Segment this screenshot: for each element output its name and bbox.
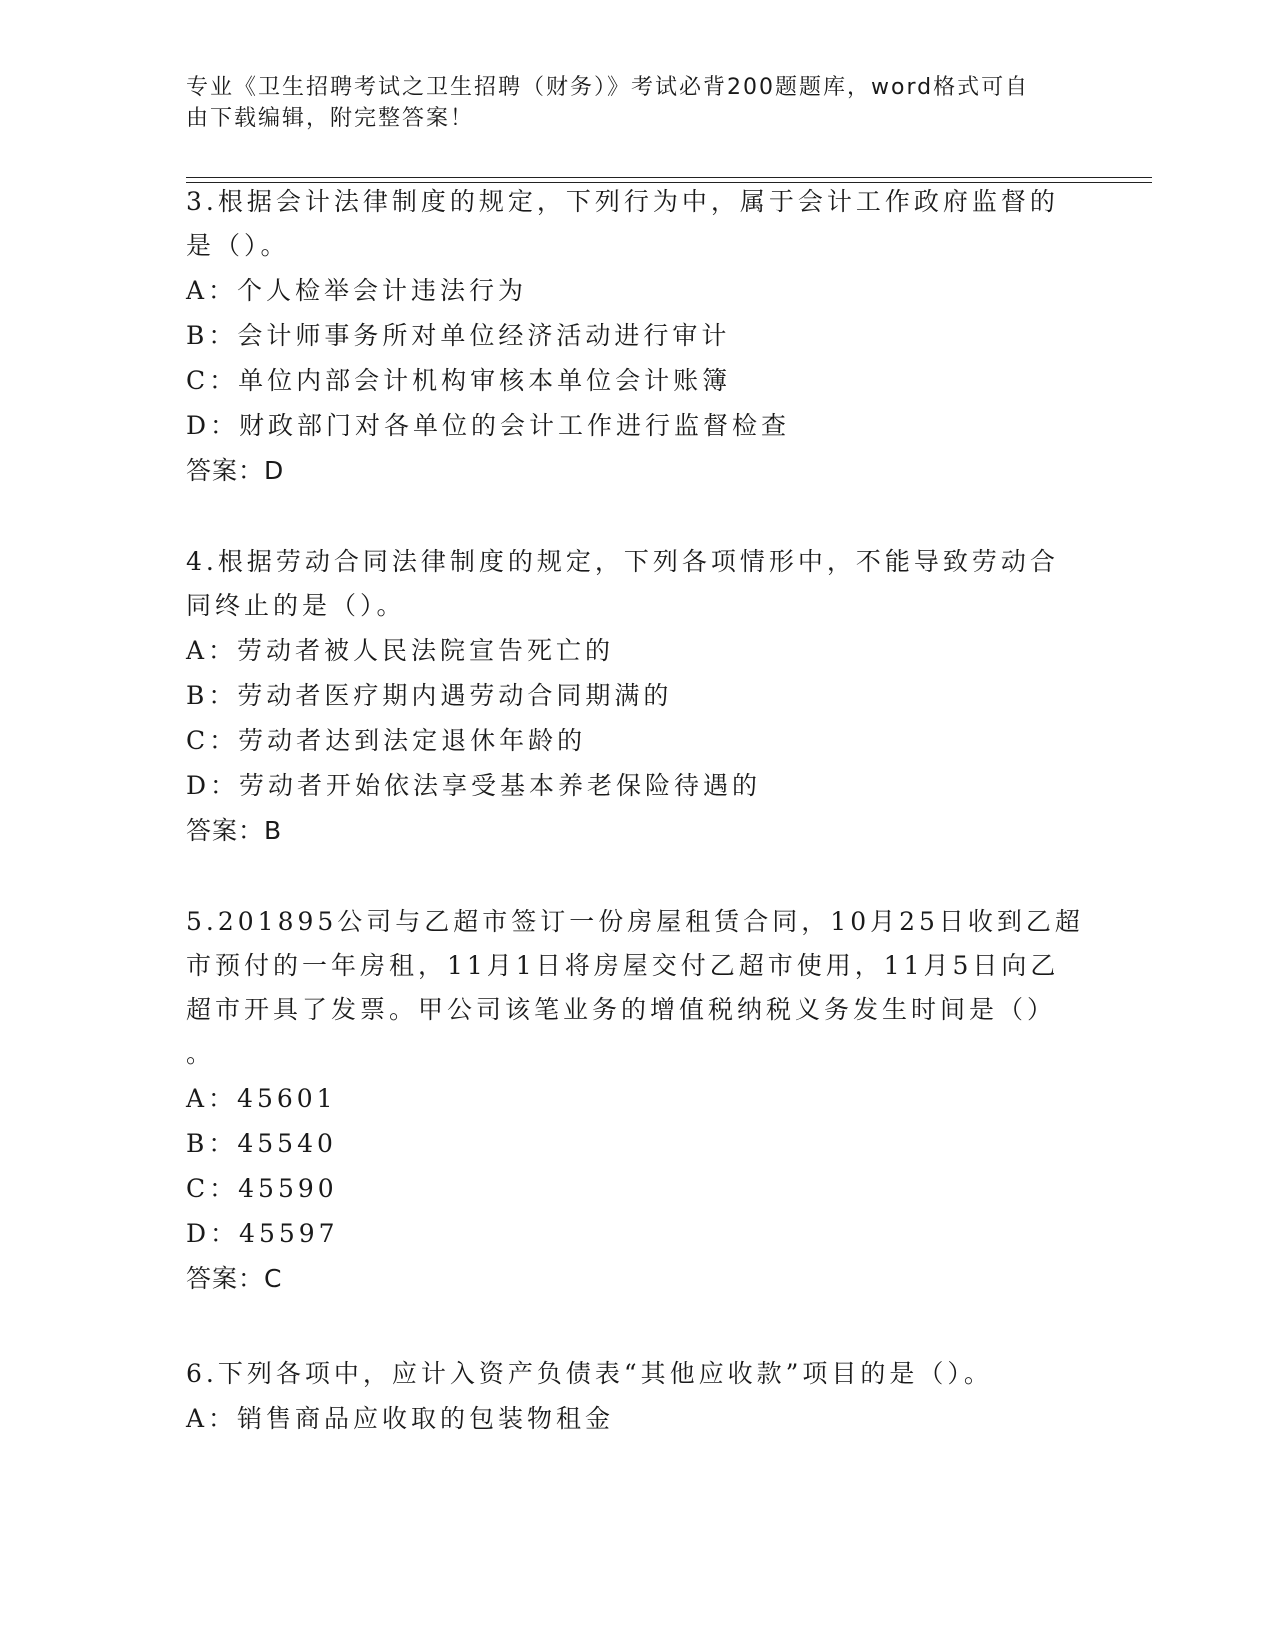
answer: 答案：B	[186, 816, 283, 845]
option-d: D：财政部门对各单位的会计工作进行监督检查	[186, 411, 791, 440]
option-c: C：45590	[186, 1174, 338, 1203]
option-c: C：劳动者达到法定退休年龄的	[186, 726, 587, 755]
option-a: A：45601	[186, 1084, 337, 1113]
question-stem-line: 5.201895公司与乙超市签订一份房屋租赁合同，10月25日收到乙超	[186, 907, 1084, 936]
header-divider-top	[186, 177, 1152, 178]
question-stem-line: 。	[186, 1039, 216, 1068]
answer: 答案：C	[186, 1264, 283, 1293]
option-c: C：单位内部会计机构审核本单位会计账簿	[186, 366, 732, 395]
question-stem-line: 6.下列各项中，应计入资产负债表“其他应收款”项目的是（）。	[186, 1359, 993, 1388]
option-b: B：劳动者医疗期内遇劳动合同期满的	[186, 681, 673, 710]
question-stem-line: 市预付的一年房租，11月1日将房屋交付乙超市使用，11月5日向乙	[186, 951, 1060, 980]
question-stem-line: 4.根据劳动合同法律制度的规定，下列各项情形中，不能导致劳动合	[186, 547, 1059, 576]
option-a: A：个人检举会计违法行为	[186, 276, 528, 305]
question-stem-line: 同终止的是（）。	[186, 591, 406, 620]
option-a: A：销售商品应收取的包装物租金	[186, 1404, 615, 1433]
question-3	[186, 180, 1086, 493]
option-b: B：会计师事务所对单位经济活动进行审计	[186, 321, 731, 350]
header-line-1: 专业《卫生招聘考试之卫生招聘（财务）》考试必背200题题库，word格式可自	[186, 75, 1030, 100]
question-5	[186, 900, 1086, 1301]
question-4	[186, 540, 1086, 853]
question-stem-line: 是（）。	[186, 231, 290, 260]
question-6	[186, 1352, 1086, 1441]
document-header	[186, 72, 1066, 134]
option-d: D：劳动者开始依法享受基本养老保险待遇的	[186, 771, 762, 800]
question-stem-line: 3.根据会计法律制度的规定，下列行为中，属于会计工作政府监督的	[186, 187, 1059, 216]
question-stem-line: 超市开具了发票。甲公司该笔业务的增值税纳税义务发生时间是（）	[186, 995, 1057, 1024]
header-line-2: 由下载编辑，附完整答案！	[186, 106, 475, 131]
option-b: B：45540	[186, 1129, 337, 1158]
answer: 答案：D	[186, 456, 285, 485]
option-d: D：45597	[186, 1219, 339, 1248]
option-a: A：劳动者被人民法院宣告死亡的	[186, 636, 615, 665]
